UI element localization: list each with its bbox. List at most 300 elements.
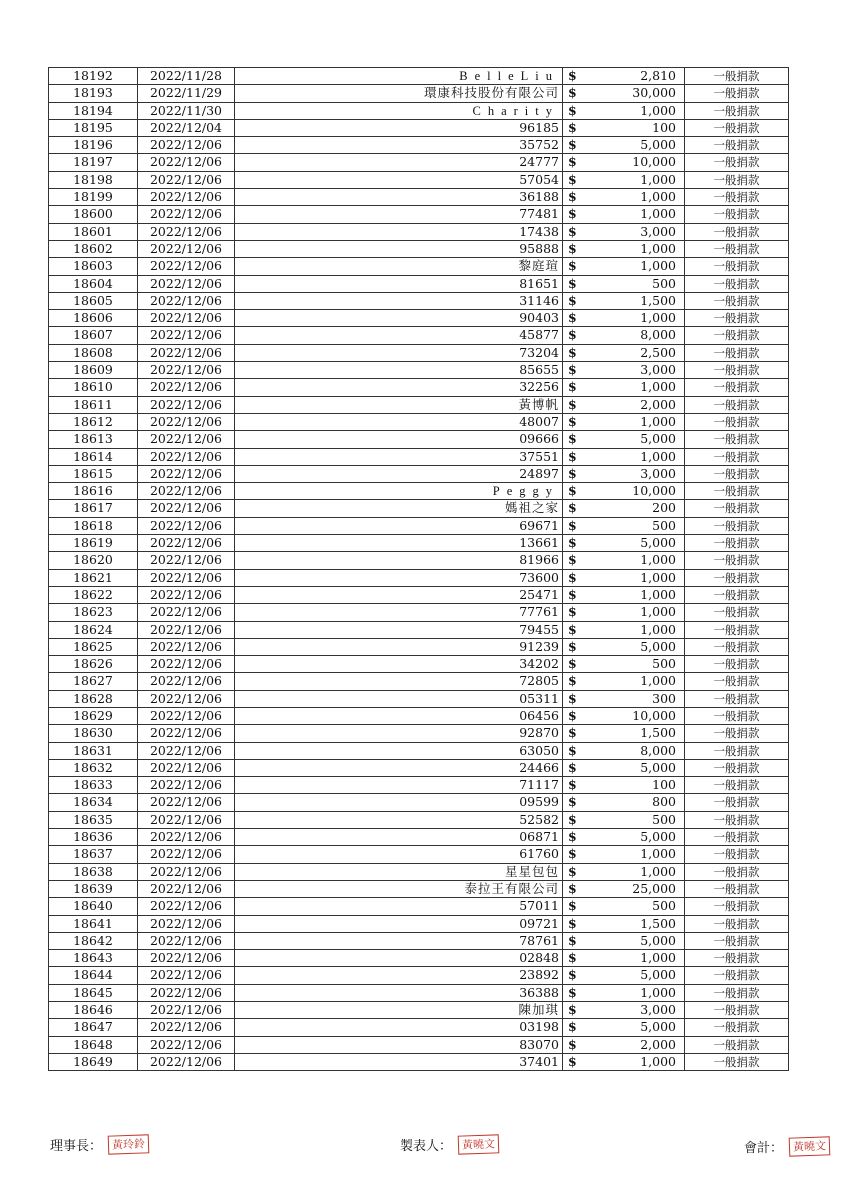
table-row — [49, 725, 789, 742]
donation-amount: 1,000 — [586, 240, 685, 257]
table-row — [49, 1036, 789, 1053]
donation-amount: 500 — [586, 656, 685, 673]
ledger-body — [49, 68, 789, 1071]
donor-name: 泰拉王有限公司 — [235, 880, 563, 897]
donation-amount: 1,000 — [586, 379, 685, 396]
donor-name: 48007 — [235, 413, 563, 430]
donation-type: 一般捐款 — [685, 379, 789, 396]
donor-name: 78761 — [235, 932, 563, 949]
currency-symbol: $ — [563, 759, 587, 776]
donation-date: 2022/12/06 — [138, 1019, 235, 1036]
table-row — [49, 604, 789, 621]
donor-name: 34202 — [235, 656, 563, 673]
donation-date: 2022/12/06 — [138, 915, 235, 932]
donation-type: 一般捐款 — [685, 1002, 789, 1019]
currency-symbol: $ — [563, 967, 587, 984]
donation-date: 2022/12/06 — [138, 310, 235, 327]
donation-type: 一般捐款 — [685, 638, 789, 655]
receipt-number: 18634 — [49, 794, 138, 811]
donation-type: 一般捐款 — [685, 223, 789, 240]
donor-name: 72805 — [235, 673, 563, 690]
donation-date: 2022/12/06 — [138, 189, 235, 206]
donation-date: 2022/12/06 — [138, 240, 235, 257]
donation-amount: 1,500 — [586, 725, 685, 742]
receipt-number: 18614 — [49, 448, 138, 465]
table-row — [49, 362, 789, 379]
receipt-number: 18638 — [49, 863, 138, 880]
table-row — [49, 206, 789, 223]
donor-name: 57054 — [235, 171, 563, 188]
receipt-number: 18199 — [49, 189, 138, 206]
receipt-number: 18608 — [49, 344, 138, 361]
donation-type: 一般捐款 — [685, 362, 789, 379]
donation-date: 2022/12/04 — [138, 119, 235, 136]
donation-amount: 1,000 — [586, 984, 685, 1001]
currency-symbol: $ — [563, 621, 587, 638]
currency-symbol: $ — [563, 725, 587, 742]
table-row — [49, 137, 789, 154]
donation-type: 一般捐款 — [685, 863, 789, 880]
receipt-number: 18640 — [49, 898, 138, 915]
currency-symbol: $ — [563, 932, 587, 949]
donation-type: 一般捐款 — [685, 1053, 789, 1070]
table-row — [49, 984, 789, 1001]
donation-date: 2022/12/06 — [138, 811, 235, 828]
table-row — [49, 880, 789, 897]
donation-date: 2022/12/06 — [138, 137, 235, 154]
receipt-number: 18621 — [49, 569, 138, 586]
currency-symbol: $ — [563, 310, 587, 327]
receipt-number: 18610 — [49, 379, 138, 396]
donor-name: 24897 — [235, 465, 563, 482]
donor-name: 45877 — [235, 327, 563, 344]
table-row — [49, 500, 789, 517]
donation-type: 一般捐款 — [685, 431, 789, 448]
table-row — [49, 932, 789, 949]
donation-amount: 3,000 — [586, 223, 685, 240]
donor-name: 73204 — [235, 344, 563, 361]
donor-name: 81651 — [235, 275, 563, 292]
donation-type: 一般捐款 — [685, 759, 789, 776]
preparer-signature — [400, 1135, 499, 1154]
currency-symbol: $ — [563, 742, 587, 759]
donation-date: 2022/12/06 — [138, 223, 235, 240]
receipt-number: 18192 — [49, 68, 138, 85]
donation-type: 一般捐款 — [685, 189, 789, 206]
currency-symbol: $ — [563, 1019, 587, 1036]
donation-type: 一般捐款 — [685, 586, 789, 603]
currency-symbol: $ — [563, 137, 587, 154]
donation-amount: 1,000 — [586, 258, 685, 275]
currency-symbol: $ — [563, 915, 587, 932]
donation-amount: 5,000 — [586, 638, 685, 655]
currency-symbol: $ — [563, 794, 587, 811]
currency-symbol: $ — [563, 68, 587, 85]
table-row — [49, 967, 789, 984]
donor-name: BelleLiu — [235, 68, 563, 85]
donation-date: 2022/12/06 — [138, 863, 235, 880]
table-row — [49, 448, 789, 465]
receipt-number: 18606 — [49, 310, 138, 327]
receipt-number: 18601 — [49, 223, 138, 240]
donor-name: Peggy — [235, 483, 563, 500]
table-row — [49, 863, 789, 880]
donor-name: 96185 — [235, 119, 563, 136]
donation-date: 2022/12/06 — [138, 535, 235, 552]
donor-name: 85655 — [235, 362, 563, 379]
currency-symbol: $ — [563, 777, 587, 794]
currency-symbol: $ — [563, 223, 587, 240]
donation-type: 一般捐款 — [685, 725, 789, 742]
donation-type: 一般捐款 — [685, 344, 789, 361]
donation-type: 一般捐款 — [685, 604, 789, 621]
donation-type: 一般捐款 — [685, 240, 789, 257]
receipt-number: 18645 — [49, 984, 138, 1001]
table-row — [49, 673, 789, 690]
currency-symbol: $ — [563, 189, 587, 206]
receipt-number: 18611 — [49, 396, 138, 413]
table-row — [49, 621, 789, 638]
preparer-seal: 黃曉文 — [458, 1134, 500, 1154]
donation-amount: 10,000 — [586, 707, 685, 724]
donation-amount: 1,000 — [586, 102, 685, 119]
table-row — [49, 379, 789, 396]
receipt-number: 18643 — [49, 950, 138, 967]
currency-symbol: $ — [563, 102, 587, 119]
donation-amount: 1,000 — [586, 846, 685, 863]
donation-type: 一般捐款 — [685, 880, 789, 897]
donation-date: 2022/12/06 — [138, 258, 235, 275]
currency-symbol: $ — [563, 500, 587, 517]
table-row — [49, 240, 789, 257]
receipt-number: 18649 — [49, 1053, 138, 1070]
donation-type: 一般捐款 — [685, 984, 789, 1001]
donor-name: 黃博帆 — [235, 396, 563, 413]
table-row — [49, 915, 789, 932]
donation-amount: 1,000 — [586, 586, 685, 603]
donation-amount: 1,000 — [586, 310, 685, 327]
donation-type: 一般捐款 — [685, 656, 789, 673]
currency-symbol: $ — [563, 863, 587, 880]
donation-date: 2022/12/06 — [138, 638, 235, 655]
donation-type: 一般捐款 — [685, 794, 789, 811]
table-row — [49, 258, 789, 275]
receipt-number: 18617 — [49, 500, 138, 517]
donor-name: 71117 — [235, 777, 563, 794]
donation-date: 2022/12/06 — [138, 448, 235, 465]
donation-amount: 8,000 — [586, 742, 685, 759]
accountant-signature — [744, 1137, 830, 1156]
currency-symbol: $ — [563, 379, 587, 396]
donation-type: 一般捐款 — [685, 102, 789, 119]
donation-type: 一般捐款 — [685, 310, 789, 327]
receipt-number: 18616 — [49, 483, 138, 500]
table-row — [49, 829, 789, 846]
receipt-number: 18622 — [49, 586, 138, 603]
donor-name: 環康科技股份有限公司 — [235, 85, 563, 102]
donor-name: 03198 — [235, 1019, 563, 1036]
donation-type: 一般捐款 — [685, 85, 789, 102]
donor-name: 23892 — [235, 967, 563, 984]
donor-name: 81966 — [235, 552, 563, 569]
donation-amount: 2,810 — [586, 68, 685, 85]
donation-amount: 5,000 — [586, 967, 685, 984]
donor-name: 媽祖之家 — [235, 500, 563, 517]
table-row — [49, 171, 789, 188]
receipt-number: 18647 — [49, 1019, 138, 1036]
receipt-number: 18642 — [49, 932, 138, 949]
donor-name: 05311 — [235, 690, 563, 707]
currency-symbol: $ — [563, 396, 587, 413]
donor-name: 陳加琪 — [235, 1002, 563, 1019]
donation-date: 2022/12/06 — [138, 465, 235, 482]
currency-symbol: $ — [563, 1036, 587, 1053]
table-row — [49, 1019, 789, 1036]
donation-date: 2022/11/29 — [138, 85, 235, 102]
donor-name: 02848 — [235, 950, 563, 967]
donation-amount: 5,000 — [586, 932, 685, 949]
donation-amount: 800 — [586, 794, 685, 811]
donation-amount: 3,000 — [586, 1002, 685, 1019]
receipt-number: 18600 — [49, 206, 138, 223]
donor-name: 32256 — [235, 379, 563, 396]
currency-symbol: $ — [563, 258, 587, 275]
receipt-number: 18631 — [49, 742, 138, 759]
currency-symbol: $ — [563, 880, 587, 897]
table-row — [49, 759, 789, 776]
table-row — [49, 586, 789, 603]
donation-type: 一般捐款 — [685, 950, 789, 967]
donation-date: 2022/12/06 — [138, 984, 235, 1001]
donor-name: 83070 — [235, 1036, 563, 1053]
donation-type: 一般捐款 — [685, 275, 789, 292]
donation-date: 2022/12/06 — [138, 292, 235, 309]
donation-amount: 2,500 — [586, 344, 685, 361]
currency-symbol: $ — [563, 1002, 587, 1019]
receipt-number: 18613 — [49, 431, 138, 448]
receipt-number: 18626 — [49, 656, 138, 673]
donation-amount: 5,000 — [586, 759, 685, 776]
donation-type: 一般捐款 — [685, 621, 789, 638]
donation-date: 2022/12/06 — [138, 707, 235, 724]
donation-amount: 2,000 — [586, 396, 685, 413]
donor-name: 77481 — [235, 206, 563, 223]
receipt-number: 18607 — [49, 327, 138, 344]
donation-date: 2022/12/06 — [138, 154, 235, 171]
donation-type: 一般捐款 — [685, 673, 789, 690]
currency-symbol: $ — [563, 569, 587, 586]
donation-type: 一般捐款 — [685, 413, 789, 430]
receipt-number: 18603 — [49, 258, 138, 275]
currency-symbol: $ — [563, 448, 587, 465]
chairman-signature — [50, 1135, 149, 1154]
donation-date: 2022/12/06 — [138, 742, 235, 759]
donor-name: 77761 — [235, 604, 563, 621]
currency-symbol: $ — [563, 829, 587, 846]
donor-name: 79455 — [235, 621, 563, 638]
donation-type: 一般捐款 — [685, 742, 789, 759]
donor-name: 13661 — [235, 535, 563, 552]
currency-symbol: $ — [563, 292, 587, 309]
donor-name: 35752 — [235, 137, 563, 154]
receipt-number: 18193 — [49, 85, 138, 102]
donation-amount: 200 — [586, 500, 685, 517]
receipt-number: 18627 — [49, 673, 138, 690]
donation-amount: 1,000 — [586, 189, 685, 206]
currency-symbol: $ — [563, 171, 587, 188]
donor-name: 36388 — [235, 984, 563, 1001]
table-row — [49, 1002, 789, 1019]
donation-date: 2022/12/06 — [138, 932, 235, 949]
donation-amount: 1,000 — [586, 673, 685, 690]
donor-name: 57011 — [235, 898, 563, 915]
donation-type: 一般捐款 — [685, 119, 789, 136]
donation-amount: 500 — [586, 898, 685, 915]
donation-amount: 2,000 — [586, 1036, 685, 1053]
receipt-number: 18615 — [49, 465, 138, 482]
donation-date: 2022/12/06 — [138, 206, 235, 223]
donation-type: 一般捐款 — [685, 707, 789, 724]
donation-amount: 3,000 — [586, 465, 685, 482]
donation-date: 2022/12/06 — [138, 880, 235, 897]
receipt-number: 18648 — [49, 1036, 138, 1053]
receipt-number: 18195 — [49, 119, 138, 136]
donation-date: 2022/12/06 — [138, 725, 235, 742]
donation-date: 2022/11/30 — [138, 102, 235, 119]
donor-name: 09666 — [235, 431, 563, 448]
donation-amount: 5,000 — [586, 137, 685, 154]
donor-name: Charity — [235, 102, 563, 119]
donation-date: 2022/12/06 — [138, 1002, 235, 1019]
receipt-number: 18644 — [49, 967, 138, 984]
donation-type: 一般捐款 — [685, 967, 789, 984]
donation-date: 2022/12/06 — [138, 500, 235, 517]
currency-symbol: $ — [563, 327, 587, 344]
table-row — [49, 483, 789, 500]
donation-amount: 100 — [586, 777, 685, 794]
donation-amount: 1,000 — [586, 569, 685, 586]
currency-symbol: $ — [563, 275, 587, 292]
receipt-number: 18198 — [49, 171, 138, 188]
table-row — [49, 777, 789, 794]
table-row — [49, 102, 789, 119]
donation-amount: 1,000 — [586, 1053, 685, 1070]
donation-amount: 5,000 — [586, 829, 685, 846]
donation-date: 2022/12/06 — [138, 656, 235, 673]
donation-date: 2022/12/06 — [138, 1036, 235, 1053]
donation-date: 2022/12/06 — [138, 829, 235, 846]
table-row — [49, 846, 789, 863]
currency-symbol: $ — [563, 206, 587, 223]
table-row — [49, 344, 789, 361]
donation-date: 2022/12/06 — [138, 621, 235, 638]
currency-symbol: $ — [563, 1053, 587, 1070]
donation-ledger-table — [48, 67, 789, 1071]
donation-date: 2022/12/06 — [138, 1053, 235, 1070]
receipt-number: 18632 — [49, 759, 138, 776]
currency-symbol: $ — [563, 344, 587, 361]
receipt-number: 18636 — [49, 829, 138, 846]
donation-date: 2022/12/06 — [138, 759, 235, 776]
donation-type: 一般捐款 — [685, 811, 789, 828]
currency-symbol: $ — [563, 552, 587, 569]
donation-amount: 5,000 — [586, 431, 685, 448]
signature-footer — [0, 1131, 849, 1171]
receipt-number: 18639 — [49, 880, 138, 897]
table-row — [49, 638, 789, 655]
currency-symbol: $ — [563, 517, 587, 534]
donation-amount: 1,000 — [586, 863, 685, 880]
receipt-number: 18628 — [49, 690, 138, 707]
currency-symbol: $ — [563, 638, 587, 655]
donation-type: 一般捐款 — [685, 258, 789, 275]
donation-amount: 5,000 — [586, 1019, 685, 1036]
currency-symbol: $ — [563, 85, 587, 102]
receipt-number: 18637 — [49, 846, 138, 863]
donor-name: 37401 — [235, 1053, 563, 1070]
table-row — [49, 154, 789, 171]
table-row — [49, 465, 789, 482]
table-row — [49, 189, 789, 206]
donation-type: 一般捐款 — [685, 465, 789, 482]
currency-symbol: $ — [563, 846, 587, 863]
receipt-number: 18633 — [49, 777, 138, 794]
receipt-number: 18196 — [49, 137, 138, 154]
donor-name: 36188 — [235, 189, 563, 206]
currency-symbol: $ — [563, 811, 587, 828]
donation-date: 2022/12/06 — [138, 517, 235, 534]
table-row — [49, 1053, 789, 1070]
donation-type: 一般捐款 — [685, 483, 789, 500]
donation-amount: 5,000 — [586, 535, 685, 552]
table-row — [49, 707, 789, 724]
table-row — [49, 85, 789, 102]
donation-type: 一般捐款 — [685, 846, 789, 863]
currency-symbol: $ — [563, 119, 587, 136]
currency-symbol: $ — [563, 604, 587, 621]
receipt-number: 18620 — [49, 552, 138, 569]
currency-symbol: $ — [563, 950, 587, 967]
donation-date: 2022/12/06 — [138, 690, 235, 707]
donation-date: 2022/12/06 — [138, 396, 235, 413]
receipt-number: 18646 — [49, 1002, 138, 1019]
table-row — [49, 431, 789, 448]
receipt-number: 18630 — [49, 725, 138, 742]
table-row — [49, 310, 789, 327]
donor-name: 92870 — [235, 725, 563, 742]
table-row — [49, 535, 789, 552]
donation-type: 一般捐款 — [685, 500, 789, 517]
donation-type: 一般捐款 — [685, 517, 789, 534]
receipt-number: 18197 — [49, 154, 138, 171]
currency-symbol: $ — [563, 413, 587, 430]
receipt-number: 18619 — [49, 535, 138, 552]
donor-name: 25471 — [235, 586, 563, 603]
currency-symbol: $ — [563, 707, 587, 724]
donation-date: 2022/12/06 — [138, 344, 235, 361]
donation-date: 2022/12/06 — [138, 431, 235, 448]
table-row — [49, 327, 789, 344]
receipt-number: 18604 — [49, 275, 138, 292]
table-row — [49, 517, 789, 534]
donation-date: 2022/12/06 — [138, 552, 235, 569]
table-row — [49, 275, 789, 292]
receipt-number: 18625 — [49, 638, 138, 655]
donation-amount: 25,000 — [586, 880, 685, 897]
receipt-number: 18605 — [49, 292, 138, 309]
donation-type: 一般捐款 — [685, 552, 789, 569]
donor-name: 31146 — [235, 292, 563, 309]
